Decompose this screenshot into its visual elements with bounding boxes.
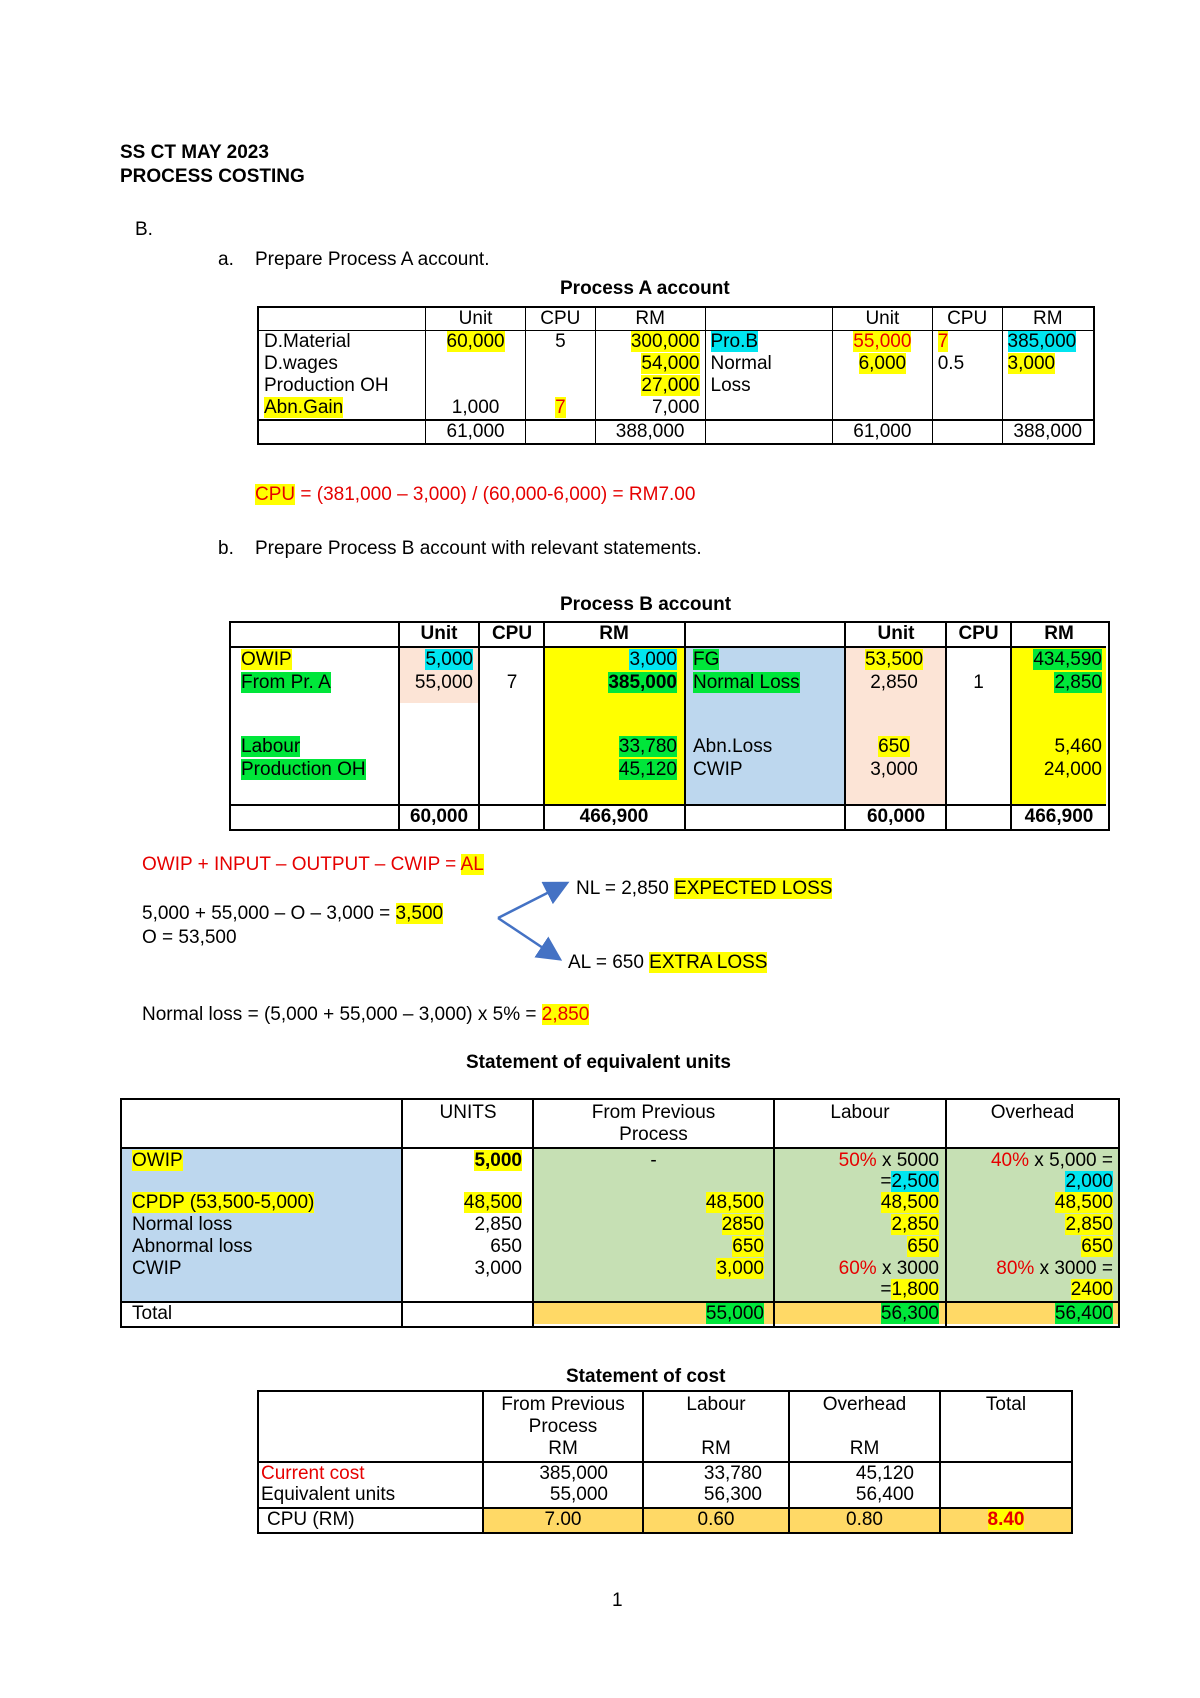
labour-mult: x 3000 (881, 1258, 939, 1279)
fpp-value: 2850 (721, 1214, 764, 1235)
fpp-value: 55,000 (549, 1484, 608, 1505)
overhead-value: 45,120 (855, 1463, 914, 1484)
units-value: 48,500 (463, 1192, 522, 1213)
total-fpp: 55,000 (705, 1303, 764, 1324)
overhead-value: 2,850 (1065, 1214, 1113, 1235)
rm-value: 45,120 (618, 759, 677, 780)
equation-line-1 (142, 903, 443, 925)
col-unit: Unit (877, 623, 915, 644)
loss-equation (142, 854, 484, 876)
labour-pct: 60% (838, 1258, 877, 1279)
cpu-value: 7 (506, 672, 518, 693)
units-value: 2,850 (474, 1214, 522, 1235)
unit-value: 1,000 (426, 397, 526, 420)
units-value: 5,000 (474, 1150, 522, 1171)
total-row (258, 420, 1094, 444)
unit-value: 2,850 (870, 672, 918, 693)
overhead-mult: x 5,000 = (1034, 1150, 1113, 1171)
process-a-header (258, 307, 1094, 331)
overhead-value: 2,000 (1065, 1171, 1113, 1192)
labour-value: 48,500 (880, 1192, 939, 1213)
labour-value: 2,850 (891, 1214, 939, 1235)
eq-units-table (120, 1098, 1120, 1328)
fpp-value: 385,000 (539, 1463, 608, 1484)
rm-value: 300,000 (630, 331, 700, 352)
labour-value: 33,780 (703, 1463, 762, 1484)
cost-table (257, 1390, 1073, 1534)
row-label: Normal loss (132, 1214, 233, 1235)
total-unit: 60,000 (866, 806, 926, 827)
fpp-value: 3,000 (716, 1258, 764, 1279)
cpu-formula (255, 484, 695, 506)
equation-al: AL (460, 854, 484, 875)
process-a-title: Process A account (560, 278, 730, 299)
equation-line-text: 5,000 + 55,000 – O – 3,000 = (142, 903, 391, 924)
labour-eq: = (880, 1171, 892, 1192)
col-rm: RM (595, 307, 705, 331)
units-value: 3,000 (474, 1258, 522, 1279)
rm-value: 434,590 (1033, 649, 1102, 670)
row-label: Equivalent units (261, 1484, 396, 1505)
overhead-value: 2400 (1070, 1279, 1113, 1300)
total-rm: 466,900 (579, 806, 649, 827)
labour-value: 56,300 (703, 1484, 762, 1505)
total-cpu: 8.40 (987, 1509, 1025, 1530)
question-b-text: Prepare Process B account with relevant statements. (255, 538, 702, 559)
row-label: CWIP (693, 759, 743, 780)
nl-tag: EXPECTED LOSS (674, 878, 833, 899)
split-arrows-icon (490, 870, 580, 970)
doc-subtitle: PROCESS COSTING (120, 166, 305, 187)
col-labour-unit: RM (701, 1438, 731, 1459)
total-unit: 60,000 (409, 806, 469, 827)
fpp-value: 650 (732, 1236, 764, 1257)
total-rm: 466,900 (1024, 806, 1094, 827)
equation-line-value: 3,500 (395, 903, 444, 924)
total-labour: 56,300 (880, 1303, 939, 1324)
table-row (258, 353, 1094, 375)
row-label: D.wages (264, 353, 338, 374)
equation-line-2: O = 53,500 (142, 927, 237, 948)
col-cpu: CPU (525, 307, 595, 331)
col-unit: Unit (833, 307, 933, 331)
overhead-cpu: 0.80 (846, 1509, 883, 1530)
row-label: Abnormal loss (132, 1236, 253, 1257)
row-label: From Pr. A (241, 672, 331, 693)
col-from-previous-2: Process (528, 1416, 598, 1437)
fpp-cpu: 7.00 (544, 1509, 582, 1530)
rm-value: 3,000 (1007, 353, 1056, 374)
cpu-value: 1 (973, 672, 984, 693)
col-from-previous: From Previous (591, 1102, 716, 1123)
row-label: Normal (705, 353, 833, 375)
cpu-formula-label: CPU (255, 484, 296, 505)
col-rm: RM (1044, 623, 1074, 644)
overhead-value: 48,500 (1054, 1192, 1113, 1213)
overhead-value: 56,400 (855, 1484, 914, 1505)
total-overhead: 56,400 (1054, 1303, 1113, 1324)
total-rm: 388,000 (1002, 420, 1094, 444)
row-label: D.Material (264, 331, 351, 352)
unit-value: 5,000 (425, 649, 473, 670)
labour-eq: = (880, 1279, 892, 1300)
unit-value: 6,000 (858, 353, 907, 374)
al-tag: EXTRA LOSS (649, 952, 768, 973)
doc-title: SS CT MAY 2023 (120, 142, 269, 163)
col-cpu: CPU (958, 623, 999, 644)
table-row (258, 397, 1094, 420)
total-unit: 61,000 (426, 420, 526, 444)
unit-value: 3,000 (870, 759, 918, 780)
cpu-value: 7 (555, 397, 566, 418)
normal-loss-value: 2,850 (541, 1004, 590, 1025)
unit-value: 55,000 (414, 672, 473, 693)
rm-value: 7,000 (595, 397, 705, 420)
normal-loss-note (576, 878, 832, 900)
row-label: OWIP (241, 649, 292, 670)
row-label: CPU (RM) (267, 1509, 355, 1530)
labour-mult: x 5000 (881, 1150, 939, 1171)
row-label: Abn.Gain (264, 397, 344, 418)
abnormal-loss-note (568, 952, 767, 974)
row-label: CWIP (132, 1258, 182, 1279)
question-a-text: Prepare Process A account. (255, 249, 490, 270)
section-label: B. (135, 219, 153, 240)
row-label: Loss (705, 375, 833, 397)
col-labour: Labour (686, 1394, 746, 1415)
rm-value: 385,000 (608, 672, 677, 693)
col-overhead: Overhead (990, 1102, 1075, 1123)
labour-pct: 50% (838, 1150, 877, 1171)
cost-title: Statement of cost (566, 1366, 726, 1387)
labour-value: 650 (907, 1236, 939, 1257)
row-label: FG (693, 649, 720, 670)
rm-value: 27,000 (641, 375, 700, 396)
rm-value: 3,000 (629, 649, 677, 670)
labour-value: 2,500 (891, 1171, 939, 1192)
unit-value: 55,000 (853, 331, 912, 352)
page-number: 1 (612, 1590, 623, 1611)
labour-value: 1,800 (891, 1279, 939, 1300)
col-rm: RM (599, 623, 629, 644)
total-label: Total (132, 1303, 173, 1324)
col-labour: Labour (830, 1102, 890, 1123)
row-label: Pro.B (710, 331, 759, 352)
process-b-table (229, 621, 1110, 831)
cpu-value: 5 (525, 331, 595, 354)
col-cpu: CPU (491, 623, 533, 644)
overhead-pct: 40% (990, 1150, 1030, 1171)
rm-value: 24,000 (1043, 759, 1102, 780)
overhead-mult: x 3000 = (1039, 1258, 1113, 1279)
rm-value: 33,780 (618, 736, 677, 757)
row-label: Labour (241, 736, 301, 757)
normal-loss-formula (142, 1004, 589, 1026)
unit-value: 60,000 (446, 331, 505, 352)
row-label: OWIP (132, 1150, 183, 1171)
rm-value: 2,850 (1054, 672, 1102, 693)
row-label: Abn.Loss (693, 736, 773, 757)
total-unit: 61,000 (833, 420, 933, 444)
row-label: Current cost (261, 1463, 365, 1484)
cpu-formula-text: = (381,000 – 3,000) / (60,000-6,000) = RM7.00 (300, 484, 696, 505)
al-text: AL = 650 (568, 952, 644, 973)
col-total: Total (985, 1394, 1027, 1415)
col-from-previous-unit: RM (548, 1438, 578, 1459)
col-from-previous: From Previous (501, 1394, 625, 1415)
eq-units-title: Statement of equivalent units (466, 1052, 731, 1073)
col-overhead: Overhead (822, 1394, 907, 1415)
overhead-pct: 80% (996, 1258, 1035, 1279)
process-a-table (257, 306, 1095, 445)
unit-value: 650 (878, 736, 910, 757)
total-rm: 388,000 (595, 420, 705, 444)
rm-value: 5,460 (1054, 736, 1102, 757)
col-units: UNITS (439, 1102, 497, 1123)
nl-text: NL = 2,850 (576, 878, 669, 899)
rm-value: 54,000 (641, 353, 700, 374)
process-b-title: Process B account (560, 594, 732, 615)
col-from-previous-2: Process (619, 1124, 688, 1145)
cpu-value: 7 (937, 331, 949, 352)
row-label: CPDP (53,500-5,000) (132, 1192, 315, 1213)
question-b-letter: b. (218, 538, 234, 559)
row-label: Normal Loss (693, 672, 800, 693)
fpp-value: 48,500 (705, 1192, 764, 1213)
table-row (258, 375, 1094, 397)
table-row (258, 331, 1094, 354)
col-unit: Unit (426, 307, 526, 331)
equation-text: OWIP + INPUT – OUTPUT – CWIP = (142, 854, 457, 875)
row-label: Production OH (264, 375, 389, 396)
col-rm: RM (1002, 307, 1094, 331)
normal-loss-text: Normal loss = (5,000 + 55,000 – 3,000) x 5% = (142, 1004, 537, 1025)
units-value: 650 (490, 1236, 522, 1257)
col-cpu: CPU (932, 307, 1002, 331)
unit-value: 53,500 (864, 649, 924, 670)
cpu-value: 0.5 (932, 353, 1002, 375)
col-unit: Unit (420, 623, 458, 644)
rm-value: 385,000 (1007, 331, 1077, 352)
col-overhead-unit: RM (849, 1438, 880, 1459)
row-label: Production OH (241, 759, 366, 780)
labour-cpu: 0.60 (697, 1509, 735, 1530)
fpp-value: - (650, 1150, 657, 1171)
overhead-value: 650 (1081, 1236, 1113, 1257)
question-a-letter: a. (218, 249, 234, 270)
